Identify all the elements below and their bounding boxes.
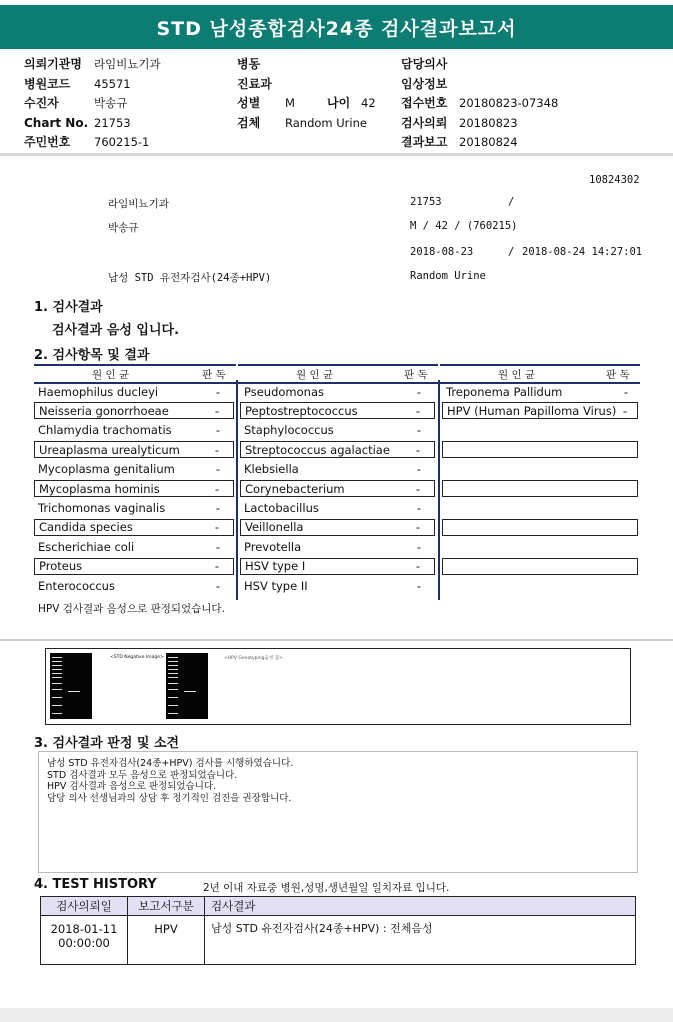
organism-name: HSV type II	[244, 578, 308, 593]
gel-band	[52, 669, 62, 670]
result-cell	[442, 519, 638, 536]
gel-band	[168, 665, 178, 666]
organism-name: Streptococcus agalactiae	[245, 442, 390, 457]
gel-band	[52, 673, 62, 674]
gel-image-panel	[45, 648, 631, 725]
meta-sex-age: M / 42 / (760215)	[410, 220, 518, 232]
result-cell	[34, 577, 234, 594]
result-cell	[442, 383, 638, 400]
request-date-value: 20180823	[459, 115, 518, 130]
resident-no-label: 주민번호	[24, 135, 71, 150]
result-cell	[34, 538, 234, 555]
header-col-1	[24, 55, 161, 153]
result-cell	[240, 499, 435, 516]
report-date-value: 20180824	[459, 135, 518, 150]
organism-name: Pseudomonas	[244, 384, 324, 399]
organism-name: Mycoplasma genitalium	[38, 462, 175, 477]
col1-header	[34, 364, 236, 384]
organism-result: -	[415, 559, 420, 574]
result-cell	[442, 558, 638, 575]
result-cell	[240, 480, 435, 497]
section-divider	[0, 639, 673, 641]
organism-result: -	[415, 442, 420, 457]
header-col-2	[237, 55, 376, 133]
result-cell	[34, 422, 234, 439]
organism-name: HPV (Human Papilloma Virus)	[447, 403, 617, 418]
gel-band	[52, 705, 62, 706]
hpv-note: HPV 검사결과 음성으로 판정되었습니다.	[38, 603, 225, 615]
gel-band	[168, 657, 178, 658]
result-cell	[34, 441, 234, 458]
organism-result: -	[623, 384, 628, 399]
result-cell	[240, 422, 435, 439]
result-cell	[240, 441, 435, 458]
organism-name: Veillonella	[245, 520, 304, 535]
result-cell	[442, 499, 638, 516]
page-footer	[0, 1008, 673, 1022]
gel-band	[168, 697, 178, 698]
organism-name: Neisseria gonorrhoeae	[39, 403, 169, 418]
result-cell	[34, 558, 234, 575]
col1-header-name: 원 인 균	[92, 368, 130, 381]
gel-band	[168, 705, 178, 706]
sex-label: 성별	[237, 96, 261, 111]
section2-heading: 2. 검사항목 및 결과	[34, 348, 150, 363]
age-label: 나이	[327, 96, 351, 111]
gel-band	[52, 683, 62, 684]
gel-band	[52, 689, 62, 690]
gel-label-left: <STD Negative Image>	[110, 655, 164, 660]
organism-result: -	[416, 578, 421, 593]
report-title: STD 남성종합검사24종 검사결과보고서	[0, 5, 673, 49]
gel-band	[52, 713, 62, 714]
history-col-type: 보고서구분	[128, 897, 205, 916]
chart-no-label: Chart No.	[24, 115, 89, 130]
gel-band	[52, 677, 62, 678]
gel-band	[52, 661, 62, 662]
finding-line: STD 검사결과 모두 음성으로 판정되었습니다.	[47, 769, 238, 781]
column-divider-2	[438, 380, 440, 600]
organism-result: -	[622, 403, 627, 418]
specimen-label: 검체	[237, 115, 261, 130]
report-date-label: 결과보고	[401, 135, 448, 150]
gel-band	[52, 697, 62, 698]
result-cell	[442, 577, 638, 594]
table-row	[41, 916, 636, 965]
sex-value: M	[285, 96, 295, 111]
organism-result: -	[215, 462, 220, 477]
col1-header-judge: 판 독	[202, 368, 226, 381]
patient-value: 박송규	[94, 96, 128, 111]
organism-result: -	[214, 442, 219, 457]
organism-result: -	[214, 481, 219, 496]
organism-result: -	[215, 539, 220, 554]
organism-result: -	[416, 539, 421, 554]
organism-result: -	[416, 500, 421, 515]
history-time: 00:00:00	[58, 936, 110, 950]
gel-label-right: <HPV Genotyping음성 칩>	[224, 656, 283, 661]
result-cell	[240, 402, 435, 419]
hospital-name-value: 라임비뇨기과	[94, 57, 161, 72]
result-cell	[34, 480, 234, 497]
col3-header	[440, 364, 640, 384]
organism-result: -	[416, 462, 421, 477]
gel-band	[168, 661, 178, 662]
meta-clinic: 라임비뇨기과	[108, 198, 169, 210]
resident-no-value: 760215-1	[94, 135, 150, 150]
meta-date-slash: /	[508, 246, 515, 258]
result-cell	[34, 383, 234, 400]
organism-result: -	[214, 520, 219, 535]
chart-no-value: 21753	[94, 115, 131, 130]
result-cell	[240, 519, 435, 536]
meta-slash: /	[508, 196, 515, 208]
organism-name: Klebsiella	[244, 462, 299, 477]
gel-band	[52, 657, 62, 658]
organism-name: Treponema Pallidum	[446, 384, 563, 399]
finding-line: HPV 검사결과 음성으로 판정되었습니다.	[47, 781, 217, 792]
hospital-code-label: 병원코드	[24, 76, 71, 91]
history-header-row	[41, 897, 636, 916]
organism-name: Prevotella	[244, 539, 302, 554]
meta-test-name: 남성 STD 유전자검사(24종+HPV)	[108, 272, 272, 284]
hospital-name-label: 의뢰기관명	[24, 57, 82, 72]
result-cell	[442, 402, 638, 419]
col3-header-name: 원 인 균	[498, 368, 536, 381]
history-date: 2018-01-11	[50, 922, 118, 936]
organism-name: Escherichiae coli	[38, 539, 135, 554]
section4-heading: 4. TEST HISTORY	[34, 877, 157, 892]
result-cell	[240, 538, 435, 555]
header-col-3	[401, 55, 558, 153]
result-cell	[442, 461, 638, 478]
organism-name: Trichomonas vaginalis	[38, 500, 166, 515]
organism-name: Peptostreptococcus	[245, 403, 358, 418]
history-result: 남성 STD 유전자검사(24종+HPV) : 전체음성	[205, 916, 636, 965]
organism-name: Staphylococcus	[244, 423, 334, 438]
gel-band	[52, 665, 62, 666]
result-cell	[240, 558, 435, 575]
organism-result: -	[415, 520, 420, 535]
organism-name: Chlamydia trachomatis	[38, 423, 172, 438]
specimen-value: Random Urine	[285, 115, 367, 130]
history-col-date: 검사의뢰일	[41, 897, 128, 916]
organism-result: -	[214, 559, 219, 574]
organism-result: -	[215, 578, 220, 593]
section1-result: 검사결과 음성 입니다.	[52, 323, 180, 338]
organism-name: Mycoplasma hominis	[39, 481, 160, 496]
history-type: HPV	[128, 916, 205, 965]
section1-heading: 1. 검사결과	[34, 300, 103, 315]
result-cell	[442, 441, 638, 458]
meta-chart: 21753	[410, 196, 442, 208]
clinical-info-label: 임상정보	[401, 76, 448, 91]
organism-name: Proteus	[39, 559, 83, 574]
organism-result: -	[215, 384, 220, 399]
result-cell	[34, 461, 234, 478]
organism-result: -	[416, 423, 421, 438]
organism-result: -	[416, 384, 421, 399]
organism-name: Candida species	[39, 520, 133, 535]
gel-band	[168, 689, 178, 690]
meta-specimen: Random Urine	[410, 270, 486, 282]
report-id: 10824302	[589, 174, 640, 186]
department-label: 진료과	[237, 76, 272, 91]
result-cell	[240, 577, 435, 594]
history-col-result: 검사결과	[205, 897, 636, 916]
gel-band	[168, 713, 178, 714]
meta-report-date: 2018-08-24 14:27:01	[522, 246, 643, 258]
col2-header-name: 원 인 균	[296, 368, 334, 381]
result-cell	[442, 538, 638, 555]
gel-band	[168, 683, 178, 684]
history-date-cell	[41, 916, 128, 965]
result-cell	[240, 461, 435, 478]
history-table	[40, 896, 636, 965]
col3-header-judge: 판 독	[606, 368, 630, 381]
gel-sample-band	[184, 691, 196, 692]
organism-name: Haemophilus ducleyi	[38, 384, 159, 399]
organism-result: -	[415, 403, 420, 418]
header-divider	[0, 153, 673, 156]
result-cell	[442, 480, 638, 497]
col2-header-judge: 판 독	[404, 368, 428, 381]
doctor-label: 담당의사	[401, 57, 448, 72]
gel-image-middle	[166, 653, 208, 719]
findings-box	[38, 751, 638, 873]
column-divider-1	[236, 380, 238, 600]
gel-image-left	[50, 653, 92, 719]
organism-name: Enterococcus	[38, 578, 115, 593]
organism-result: -	[214, 403, 219, 418]
receipt-no-label: 접수번호	[401, 96, 448, 111]
col2-header	[238, 364, 438, 384]
result-cell	[442, 422, 638, 439]
section3-heading: 3. 검사결과 판정 및 소견	[34, 736, 180, 751]
request-date-label: 검사의뢰	[401, 115, 448, 130]
ward-label: 병동	[237, 57, 261, 72]
age-value: 42	[361, 96, 376, 111]
organism-name: Ureaplasma urealyticum	[39, 442, 180, 457]
organism-result: -	[215, 500, 220, 515]
organism-result: -	[215, 423, 220, 438]
organism-result: -	[415, 481, 420, 496]
result-cell	[34, 519, 234, 536]
receipt-no-value: 20180823-07348	[459, 96, 559, 111]
organism-name: HSV type I	[245, 559, 306, 574]
hospital-code-value: 45571	[94, 76, 131, 91]
history-note: 2년 이내 자료중 병원,성명,생년월일 일치자료 입니다.	[203, 882, 450, 894]
result-cell	[240, 383, 435, 400]
finding-line: 남성 STD 유전자검사(24종+HPV) 검사를 시행하였습니다.	[47, 758, 294, 769]
result-cell	[34, 402, 234, 419]
patient-label: 수진자	[24, 96, 59, 111]
meta-patient: 박송규	[108, 222, 139, 234]
result-cell	[34, 499, 234, 516]
gel-sample-band	[68, 691, 80, 692]
gel-band	[168, 677, 178, 678]
finding-line: 담당 의사 선생님과의 상담 후 정기적인 검진을 권장합니다.	[47, 792, 292, 804]
organism-name: Lactobacillus	[244, 500, 319, 515]
gel-band	[168, 669, 178, 670]
gel-band	[168, 673, 178, 674]
organism-name: Corynebacterium	[245, 481, 345, 496]
meta-receipt-date: 2018-08-23	[410, 246, 474, 258]
